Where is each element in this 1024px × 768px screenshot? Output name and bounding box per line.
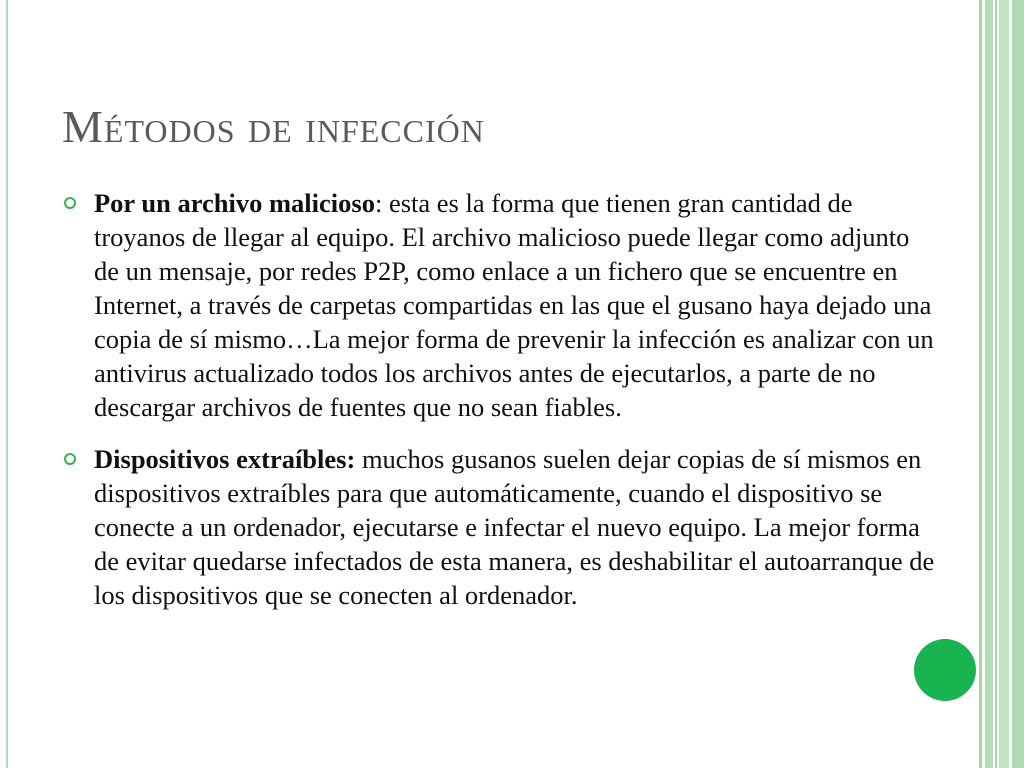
bullet-text: : esta es la forma que tienen gran cantidad de troyanos de llegar al equipo. El archivo malicioso puede llegar como adjunto de un mensaje, por redes P2P, como enlace a un fichero que se encuentre en Internet, a través de carpetas compartidas en las que el gusano haya dejado una copia de sí mismo…La mejor forma de prevenir la infección es analizar con un antivirus actualizado todos los archivos antes de ejecutarlos, a parte de no descargar archivos de fuentes que no sean fiables. bbox=[94, 188, 934, 422]
right-border-stripe bbox=[985, 0, 993, 768]
circle-bullet-icon bbox=[64, 197, 76, 209]
decorative-circle bbox=[914, 639, 976, 701]
left-border-line bbox=[6, 0, 8, 768]
bullet-lead: Dispositivos extraíbles: bbox=[94, 444, 356, 474]
bullet-text: muchos gusanos suelen dejar copias de sí mismos en dispositivos extraíbles para que automáticamente, cuando el dispositivo se conecte a un ordenador, ejecutarse e infectar el nuevo equipo. La mejor forma de evitar quedarse infectados de esta manera, es deshabilitar el autoarranque de los dispositivos que se conecten al ordenador. bbox=[94, 444, 935, 610]
right-border-stripe bbox=[995, 0, 997, 768]
bullet-item-archivo-malicioso bbox=[64, 186, 939, 424]
bullet-lead: Por un archivo malicioso bbox=[94, 188, 375, 218]
bullet-item-dispositivos-extraibles bbox=[64, 442, 939, 612]
bullet-list bbox=[64, 186, 939, 630]
right-border-stripe bbox=[979, 0, 982, 768]
slide-title: Métodos de infección bbox=[62, 101, 485, 152]
right-border-stripe bbox=[999, 0, 1009, 768]
circle-bullet-icon bbox=[64, 453, 76, 465]
right-border-stripe bbox=[1012, 0, 1024, 768]
